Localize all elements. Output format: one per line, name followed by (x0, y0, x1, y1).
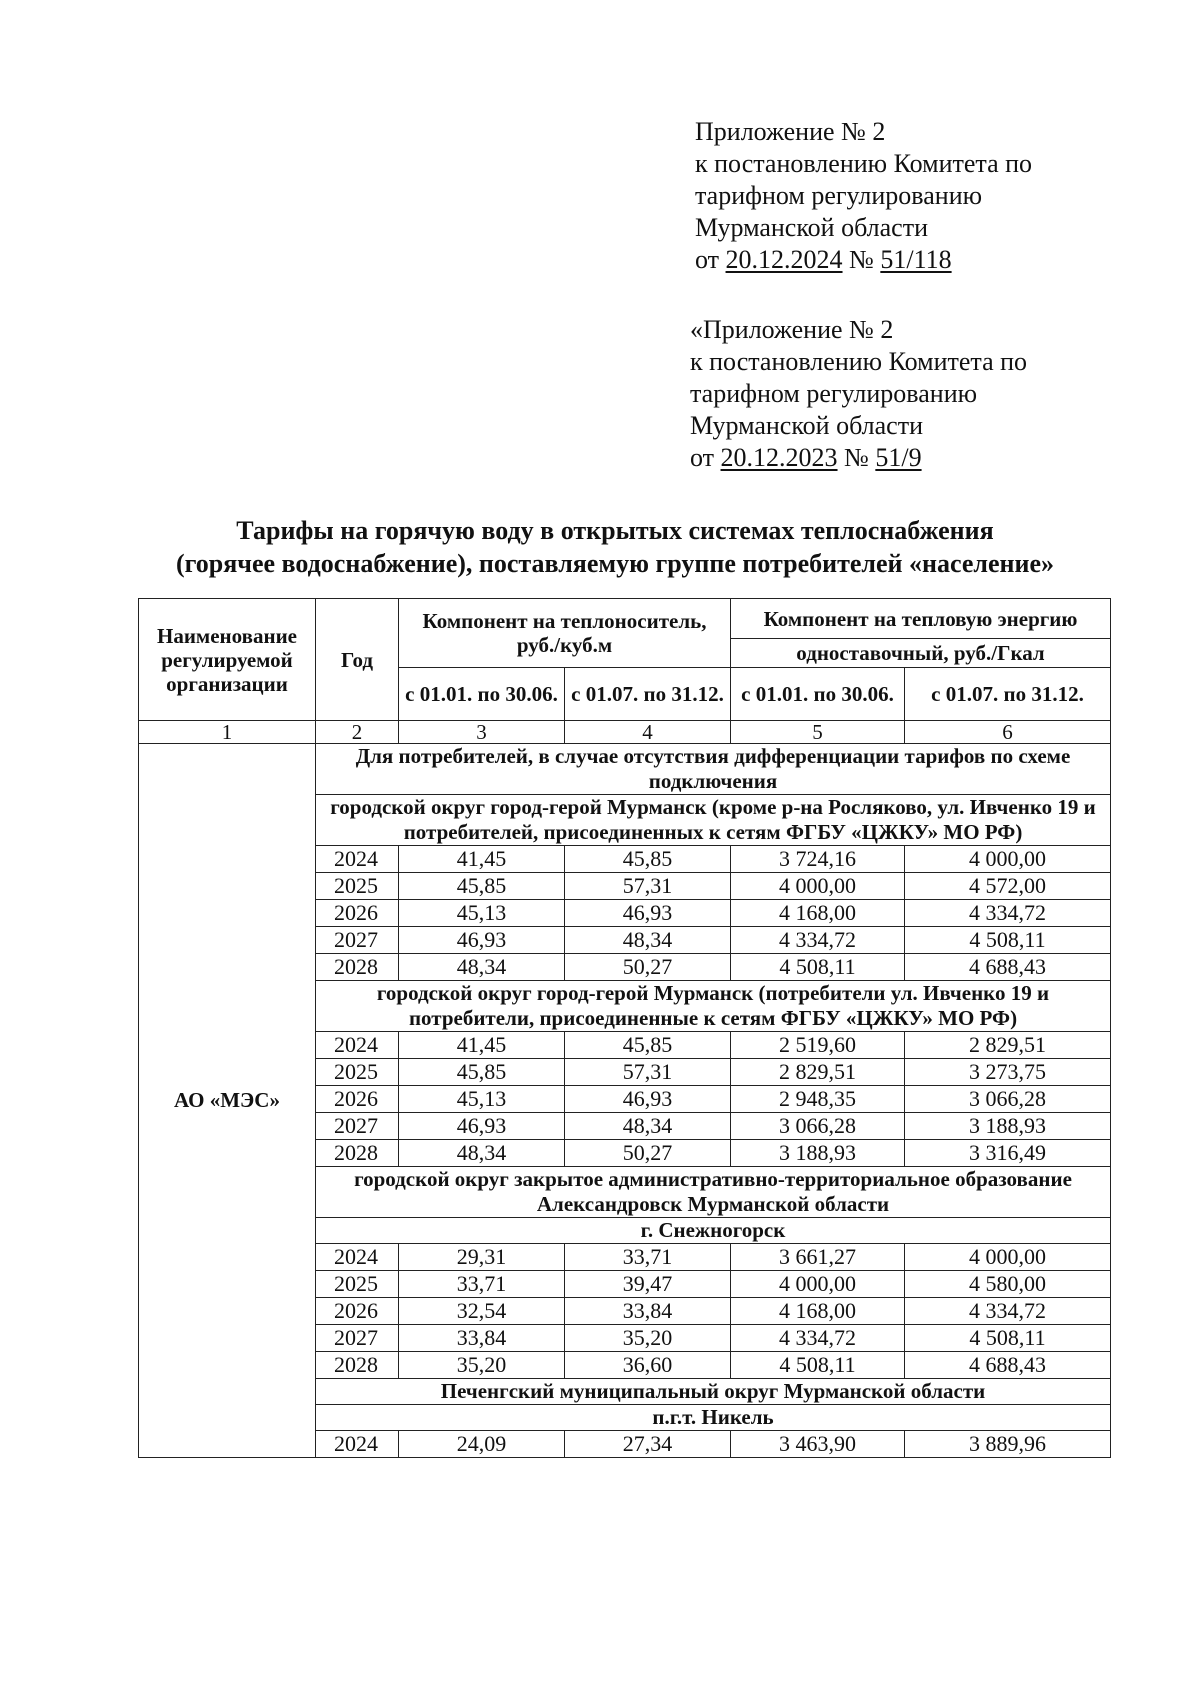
tariff-cell: 24,09 (399, 1431, 565, 1458)
table-header (139, 599, 1111, 721)
tariff-cell: 4 508,11 (905, 1325, 1111, 1352)
year-cell: 2025 (316, 873, 399, 900)
tariff-cell: 45,85 (565, 1032, 731, 1059)
column-number: 6 (905, 721, 1111, 744)
tariff-cell: 4 000,00 (905, 1244, 1111, 1271)
tariff-cell: 4 000,00 (905, 846, 1111, 873)
tariff-cell: 2 948,35 (731, 1086, 905, 1113)
tariff-cell: 4 334,72 (905, 1298, 1111, 1325)
tariff-cell: 45,85 (399, 873, 565, 900)
tariff-cell: 39,47 (565, 1271, 731, 1298)
consumer-note: Для потребителей, в случае отсутствия дифференциации тарифов по схеме подключения (316, 744, 1111, 795)
number-prefix: № (844, 443, 869, 472)
header-carrier-component: Компонент на теплоноситель, руб./куб.м (399, 599, 731, 668)
title-line: Тарифы на горячую воду в открытых системах теплоснабжения (236, 516, 994, 545)
tariff-cell: 46,93 (565, 900, 731, 927)
tariff-cell: 46,93 (565, 1086, 731, 1113)
year-cell: 2024 (316, 1032, 399, 1059)
document-title (120, 514, 1110, 580)
appendix-number: 51/9 (875, 443, 922, 472)
section-heading: городской округ закрытое административно-территориальное образование Александровск Мурманской области (316, 1167, 1111, 1218)
date-prefix: от (695, 245, 720, 274)
column-number: 1 (139, 721, 316, 744)
appendix-date-line (695, 244, 1032, 276)
year-cell: 2027 (316, 1113, 399, 1140)
year-cell: 2028 (316, 1352, 399, 1379)
appendix-line: к постановлению Комитета по (690, 347, 1028, 376)
tariff-cell: 57,31 (565, 873, 731, 900)
tariff-cell: 4 334,72 (905, 900, 1111, 927)
tariff-cell: 45,13 (399, 900, 565, 927)
tariff-cell: 36,60 (565, 1352, 731, 1379)
tariff-table (138, 598, 1111, 1458)
year-cell: 2024 (316, 846, 399, 873)
tariff-cell: 35,20 (399, 1352, 565, 1379)
column-number: 4 (565, 721, 731, 744)
appendix-current-header (695, 116, 1032, 276)
section-heading: городской округ город-герой Мурманск (потребители ул. Ивченко 19 и потребители, присоединенные к сетям ФГБУ «ЦЖКУ» МО РФ) (316, 981, 1111, 1032)
tariff-cell: 4 334,72 (731, 927, 905, 954)
tariff-cell: 27,34 (565, 1431, 731, 1458)
tariff-cell: 4 168,00 (731, 900, 905, 927)
organization-name: АО «МЭС» (139, 744, 316, 1458)
appendix-line: Мурманской области (690, 411, 923, 440)
tariff-cell: 33,71 (565, 1244, 731, 1271)
tariff-cell: 4 580,00 (905, 1271, 1111, 1298)
tariff-cell: 3 463,90 (731, 1431, 905, 1458)
header-energy-component: Компонент на тепловую энергию (731, 599, 1111, 639)
tariff-cell: 3 066,28 (731, 1113, 905, 1140)
tariff-cell: 4 168,00 (731, 1298, 905, 1325)
year-cell: 2024 (316, 1244, 399, 1271)
header-period: с 01.01. по 30.06. (399, 668, 565, 721)
year-cell: 2024 (316, 1431, 399, 1458)
tariff-cell: 2 829,51 (905, 1032, 1111, 1059)
tariff-cell: 33,84 (565, 1298, 731, 1325)
tariff-cell: 4 000,00 (731, 873, 905, 900)
appendix-line: тарифном регулированию (690, 379, 978, 408)
tariff-cell: 3 316,49 (905, 1140, 1111, 1167)
tariff-cell: 45,13 (399, 1086, 565, 1113)
tariff-cell: 48,34 (565, 927, 731, 954)
tariff-cell: 4 000,00 (731, 1271, 905, 1298)
appendix-line: Приложение № 2 (695, 117, 886, 146)
year-cell: 2026 (316, 1298, 399, 1325)
tariff-table-wrapper (138, 598, 1110, 1458)
tariff-cell: 2 829,51 (731, 1059, 905, 1086)
header-year: Год (316, 599, 399, 721)
tariff-cell: 33,71 (399, 1271, 565, 1298)
appendix-line: к постановлению Комитета по (695, 149, 1033, 178)
column-number: 2 (316, 721, 399, 744)
tariff-cell: 3 889,96 (905, 1431, 1111, 1458)
tariff-cell: 3 273,75 (905, 1059, 1111, 1086)
year-cell: 2028 (316, 954, 399, 981)
appendix-line: «Приложение № 2 (690, 315, 894, 344)
header-period: с 01.01. по 30.06. (731, 668, 905, 721)
appendix-date: 20.12.2023 (720, 443, 838, 472)
year-cell: 2025 (316, 1271, 399, 1298)
date-prefix: от (690, 443, 715, 472)
tariff-cell: 3 724,16 (731, 846, 905, 873)
header-org-name: Наименование регулируемой организации (139, 599, 316, 721)
tariff-cell: 48,34 (399, 1140, 565, 1167)
year-cell: 2028 (316, 1140, 399, 1167)
tariff-cell: 57,31 (565, 1059, 731, 1086)
section-heading: городской округ город-герой Мурманск (кроме р-на Росляково, ул. Ивченко 19 и потребителей, присоединенных к сетям ФГБУ «ЦЖКУ» МО РФ) (316, 795, 1111, 846)
tariff-cell: 4 334,72 (731, 1325, 905, 1352)
section-heading: Печенгский муниципальный округ Мурманской области (316, 1379, 1111, 1405)
tariff-cell: 35,20 (565, 1325, 731, 1352)
tariff-cell: 41,45 (399, 1032, 565, 1059)
tariff-cell: 50,27 (565, 1140, 731, 1167)
tariff-cell: 4 572,00 (905, 873, 1111, 900)
number-prefix: № (849, 245, 874, 274)
tariff-cell: 50,27 (565, 954, 731, 981)
tariff-cell: 4 688,43 (905, 954, 1111, 981)
appendix-number: 51/118 (880, 245, 952, 274)
header-period: с 01.07. по 31.12. (905, 668, 1111, 721)
column-number: 3 (399, 721, 565, 744)
appendix-previous-header (690, 314, 1027, 474)
tariff-cell: 41,45 (399, 846, 565, 873)
tariff-cell: 33,84 (399, 1325, 565, 1352)
year-cell: 2027 (316, 1325, 399, 1352)
header-period: с 01.07. по 31.12. (565, 668, 731, 721)
tariff-cell: 46,93 (399, 1113, 565, 1140)
year-cell: 2025 (316, 1059, 399, 1086)
tariff-cell: 4 508,11 (905, 927, 1111, 954)
tariff-cell: 4 688,43 (905, 1352, 1111, 1379)
column-number-row (139, 721, 1111, 744)
tariff-cell: 2 519,60 (731, 1032, 905, 1059)
title-line: (горячее водоснабжение), поставляемую группе потребителей «население» (175, 549, 1055, 578)
section-heading: г. Снежногорск (316, 1218, 1111, 1244)
year-cell: 2026 (316, 1086, 399, 1113)
appendix-line: тарифном регулированию (695, 181, 983, 210)
appendix-date: 20.12.2024 (725, 245, 843, 274)
section-heading: п.г.т. Никель (316, 1405, 1111, 1431)
header-energy-rate: одноставочный, руб./Гкал (731, 639, 1111, 668)
consumer-note-row (139, 744, 1111, 795)
tariff-cell: 4 508,11 (731, 954, 905, 981)
tariff-cell: 3 661,27 (731, 1244, 905, 1271)
tariff-cell: 3 188,93 (905, 1113, 1111, 1140)
table-body (139, 721, 1111, 1458)
tariff-cell: 46,93 (399, 927, 565, 954)
column-number: 5 (731, 721, 905, 744)
tariff-cell: 4 508,11 (731, 1352, 905, 1379)
year-cell: 2027 (316, 927, 399, 954)
tariff-cell: 29,31 (399, 1244, 565, 1271)
tariff-cell: 48,34 (399, 954, 565, 981)
tariff-cell: 32,54 (399, 1298, 565, 1325)
year-cell: 2026 (316, 900, 399, 927)
tariff-cell: 3 066,28 (905, 1086, 1111, 1113)
appendix-line: Мурманской области (695, 213, 928, 242)
tariff-cell: 45,85 (565, 846, 731, 873)
appendix-date-line (690, 442, 1027, 474)
tariff-cell: 45,85 (399, 1059, 565, 1086)
tariff-cell: 3 188,93 (731, 1140, 905, 1167)
tariff-cell: 48,34 (565, 1113, 731, 1140)
